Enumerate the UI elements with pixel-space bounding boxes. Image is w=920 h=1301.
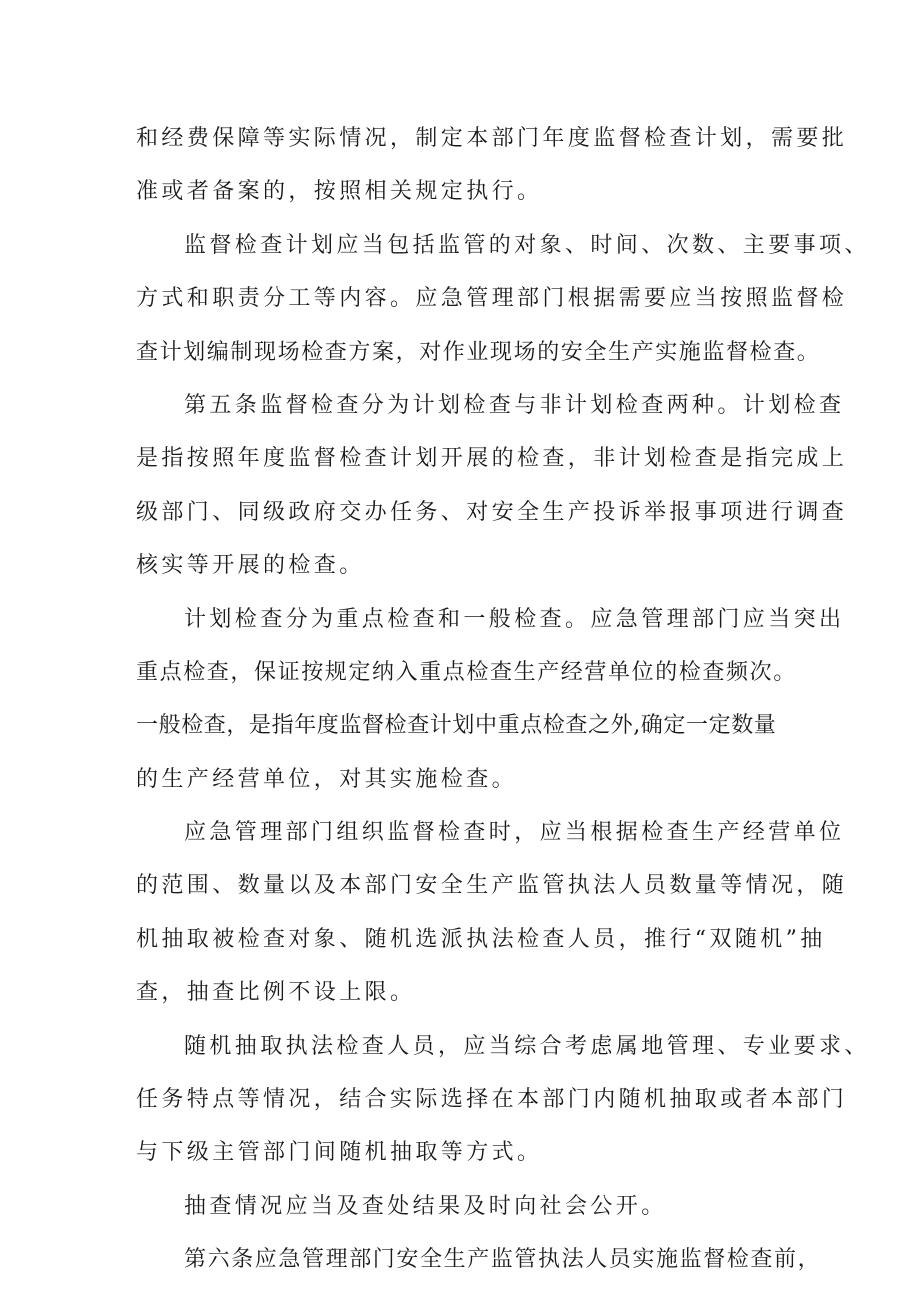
text-line: 级部门、同级政府交办任务、对安全生产投诉举报事项进行调查	[136, 499, 848, 525]
text-line: 抽查情况应当及查处结果及时向社会公开。	[184, 1193, 667, 1219]
text-line: 应急管理部门组织监督检查时，应当根据检查生产经营单位	[184, 820, 845, 846]
paragraph-2	[136, 219, 870, 379]
text-line: 的范围、数量以及本部门安全生产监管执法人员数量等情况，随	[136, 873, 848, 899]
paragraph-4	[136, 593, 845, 807]
text-line: 监督检查计划应当包括监管的对象、时间、次数、主要事项、	[184, 232, 870, 258]
text-line: 核实等开展的检查。	[136, 553, 365, 579]
text-line: 一般检查，是指年度监督检查计划中重点检查之外,确定一定数量	[136, 713, 777, 739]
text-line: 随机抽取执法检查人员，应当综合考虑属地管理、专业要求、	[184, 1033, 870, 1059]
paragraph-3	[136, 379, 848, 593]
text-line: 方式和职责分工等内容。应急管理部门根据需要应当按照监督检	[136, 286, 848, 312]
text-line: 准或者备案的，按照相关规定执行。	[136, 179, 543, 205]
text-line: 机抽取被检查对象、随机选派执法检查人员，推行“双随机”抽	[136, 926, 826, 952]
text-line: 第六条应急管理部门安全生产监管执法人员实施监督检查前，	[184, 1247, 822, 1273]
text-line: 与下级主管部门间随机抽取等方式。	[136, 1140, 543, 1166]
document-page	[136, 112, 870, 1287]
text-line: 和经费保障等实际情况，制定本部门年度监督检查计划，需要批	[136, 126, 848, 151]
paragraph-1	[136, 112, 848, 219]
paragraph-8	[136, 1233, 822, 1286]
text-line: 任务特点等情况，结合实际选择在本部门内随机抽取或者本部门	[136, 1087, 848, 1113]
paragraph-5	[136, 806, 848, 1020]
text-line: 查，抽查比例不设上限。	[136, 980, 416, 1006]
text-line: 的生产经营单位，对其实施检查。	[136, 766, 518, 792]
text-line: 计划检查分为重点检查和一般检查。应急管理部门应当突出	[184, 606, 845, 632]
paragraph-7	[136, 1180, 796, 1233]
text-line: 第五条监督检查分为计划检查与非计划检查两种。计划检查	[184, 392, 845, 418]
text-line: 查计划编制现场检查方案，对作业现场的安全生产实施监督检查。	[136, 339, 821, 365]
text-line: 是指按照年度监督检查计划开展的检查，非计划检查是指完成上	[136, 446, 848, 472]
paragraph-6	[136, 1020, 870, 1180]
text-line: 重点检查，保证按规定纳入重点检查生产经营单位的检查频次。	[136, 659, 797, 685]
